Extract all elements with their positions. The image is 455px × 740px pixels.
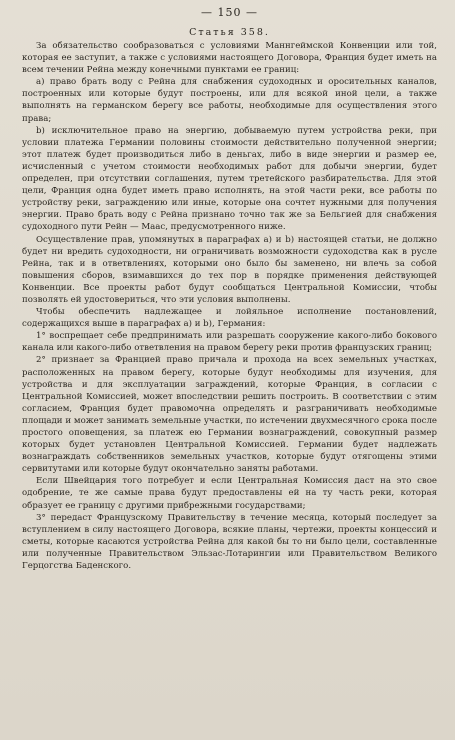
paragraph-germany-obligations: Чтобы обеспечить надлежащее и лойяльное исполнение постановлений, содержащихся выше в параграфах a) и b), Германия: xyxy=(22,307,437,330)
paragraph-item-1: 1° воспрещает себе предпринимать или разрешать сооружение какого-либо бокового канала или какого-либо ответвления на правом берегу реки против французских границ; xyxy=(22,331,437,354)
paragraph-a: a) право брать воду с Рейна для снабжения судоходных и оросительных каналов, построенных или которые будут построены, или для всякой иной цели, а также выполнять на германском берегу все работы, необходимые для осуществления этого права; xyxy=(22,77,437,124)
paragraph-item-2: 2° признает за Францией право причала и прохода на всех земельных участках, расположенных на правом берегу, которые будут необходимы для изучения, для устройства и для эксплуатации заграждений, которые Франция, в согласии с Центральной Комиссией, может впоследствии решить построить. В соответствии с этим согласием, Франция будет правомочна определять и разграничивать необходимые площади и может занимать земельные участки, по истечении двухмесячного срока после простого оповещения, за платеж ею Германии вознаграждений, совокупный размер которых будет установлен Центральной Комиссией. Германии будет надлежать вознаграждать собственников земельных участков, которые будут отягощены этими сервитутами или которые будут окончательно заняты работами. xyxy=(22,355,437,475)
paragraph-b: b) исключительное право на энергию, добываемую путем устройства реки, при условии платежа Германии половины стоимости действительно полученной энергии; этот платеж будет производиться либо в деньгах, либо в виде энергии и размер ее, исчисленный с учетом стоимости необходимых работ для добычи энергии, будет определен, при отсутствии соглашения, путем третейского разбирательства. Для этой цели, Франция одна будет иметь право исполнять, на этой части реки, все работы по устройству реки, заграждению или иные, которые она сочтет нужными для получения энергии. Право брать воду с Рейна признано точно так же за Бельгией для снабжения судоходного пути Рейн — Маас, предусмотренного ниже. xyxy=(22,125,437,233)
page-number: — 150 — xyxy=(201,6,258,19)
paragraph-switzerland: Если Швейцария того потребует и если Центральная Комиссия даст на это свое одобрение, те же самые права будут предоставлены ей на ту часть реки, которая образует ее границу с другими прибрежными государствами; xyxy=(22,476,437,511)
paragraph-item-3: 3° передаст Французскому Правительству в течение месяца, который последует за вступлением в силу настоящего Договора, всякие планы, чертежи, проекты концессий и сметы, которые касаются устройства Рейна для какой бы то ни было цели, составленные или полученные Правительством Эльзас-Лотарингии или Правительством Великого Герцогства Баденского. xyxy=(22,512,437,572)
article-title: Статья 358. xyxy=(189,27,270,38)
paragraph-intro: За обязательство сообразоваться с условиями Маннгеймской Конвенции или той, которая ее заступит, а также с условиями настоящего Договора, Франция будет иметь на всем течении Рейна между конечными пунктами ее границ: xyxy=(22,41,437,76)
paragraph-exercise-of-rights: Осуществление прав, упомянутых в параграфах a) и b) настоящей статьи, не должно будет ни вредить судоходности, ни ограничивать возможности судоходства как в русле Рейна, так и в ответвлениях, которыми оно было бы заменено, ни влечь за собой повышения сборов, взимавшихся до тех пор в порядке применения действующей Конвенции. Все проекты работ будут сообщаться Центральной Комиссии, чтобы позволять ей удостовериться, что эти условия выполнены. xyxy=(22,234,437,305)
